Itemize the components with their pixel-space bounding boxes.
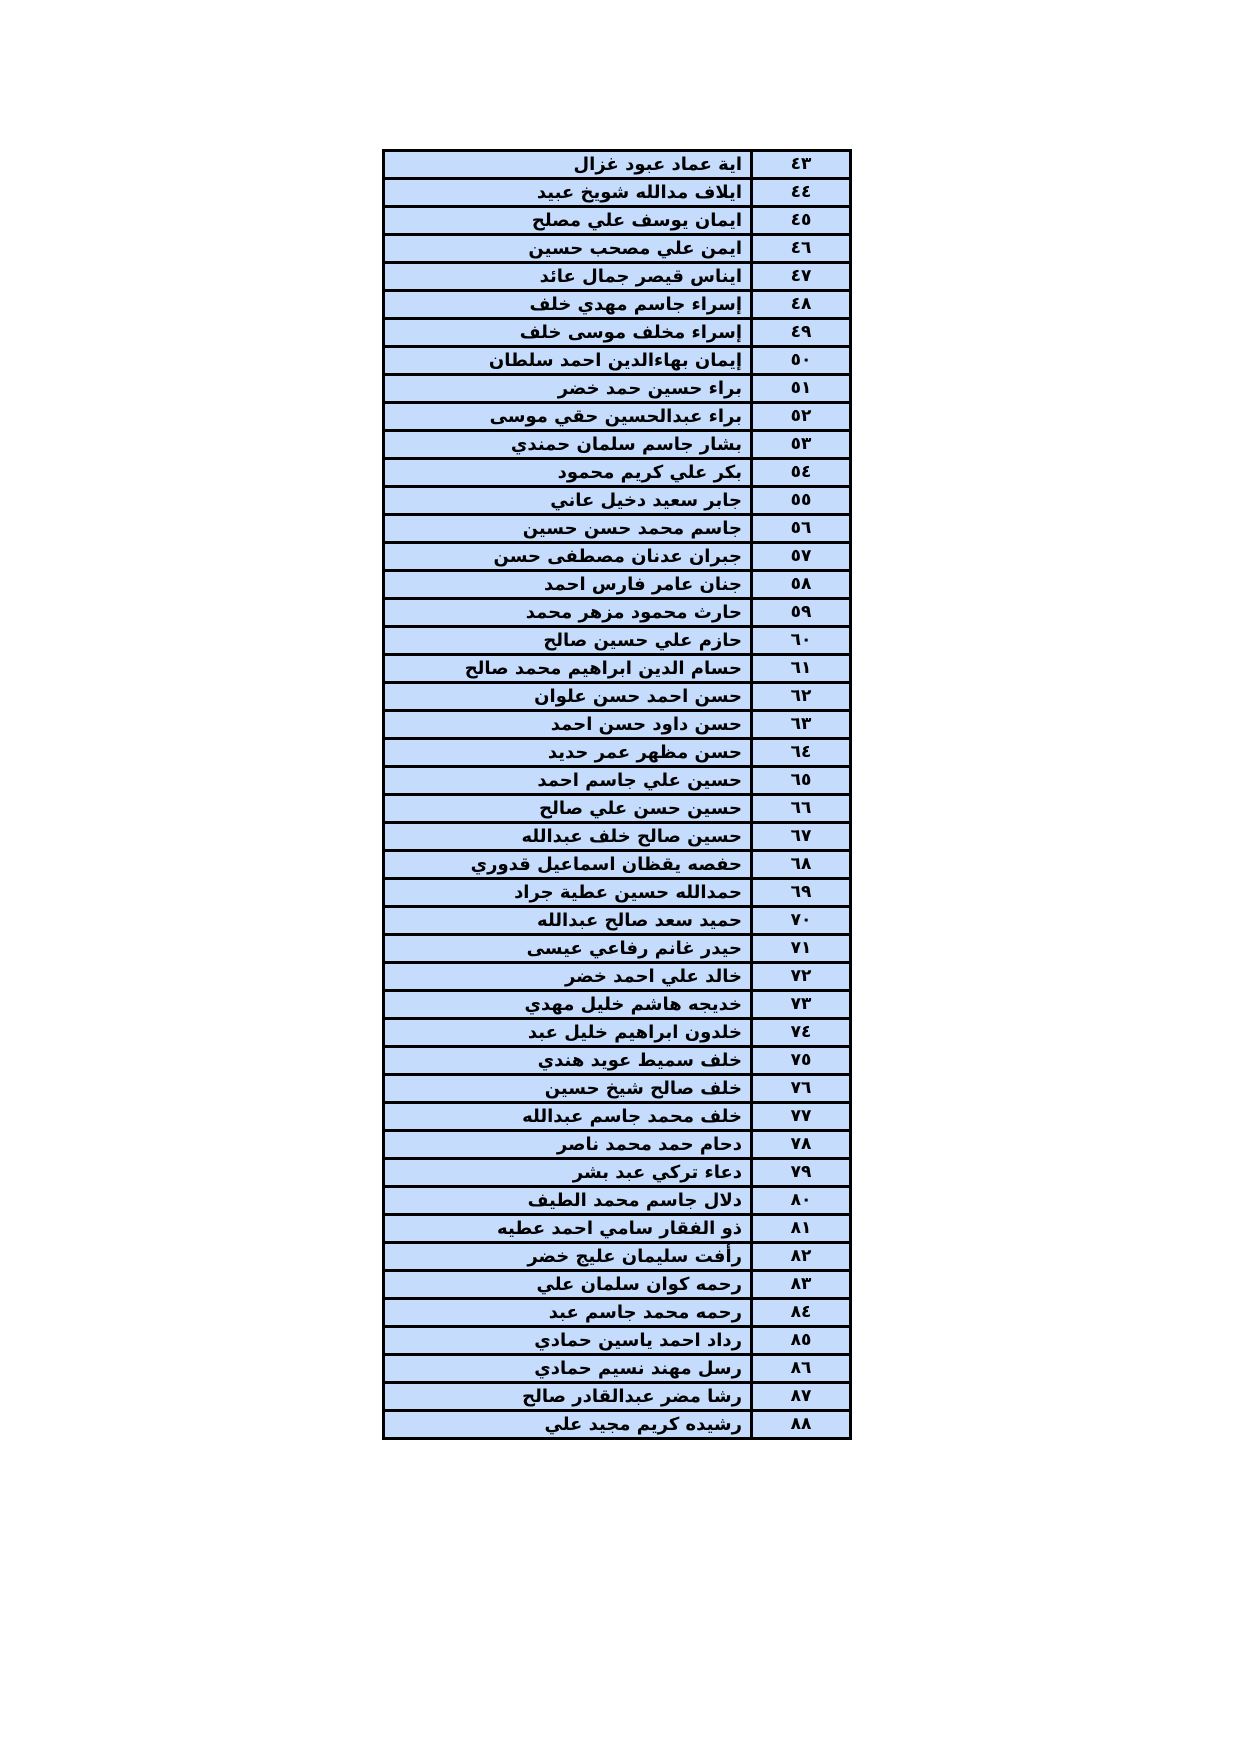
row-name: رحمه محمد جاسم عبد [384, 1299, 752, 1327]
table-row [384, 207, 851, 235]
row-name: حسين صالح خلف عبدالله [384, 823, 752, 851]
table-row [384, 879, 851, 907]
row-name: خالد علي احمد خضر [384, 963, 752, 991]
row-name: خلف محمد جاسم عبدالله [384, 1103, 752, 1131]
row-name: حسين حسن علي صالح [384, 795, 752, 823]
row-name: ذو الفقار سامي احمد عطيه [384, 1215, 752, 1243]
row-number: ٧٤ [752, 1019, 851, 1047]
row-number: ٥٩ [752, 599, 851, 627]
row-number: ٥٨ [752, 571, 851, 599]
row-name: حسن احمد حسن علوان [384, 683, 752, 711]
row-name: خلف صالح شيخ حسين [384, 1075, 752, 1103]
row-name: ايناس قيصر جمال عائد [384, 263, 752, 291]
table-row [384, 487, 851, 515]
row-name: حازم علي حسين صالح [384, 627, 752, 655]
table-row [384, 459, 851, 487]
row-number: ٦٣ [752, 711, 851, 739]
row-name: حفصه يقظان اسماعيل قدوري [384, 851, 752, 879]
row-name: دلال جاسم محمد الطيف [384, 1187, 752, 1215]
table-row [384, 375, 851, 403]
table-row [384, 431, 851, 459]
row-name: اية عماد عبود غزال [384, 151, 752, 179]
table-row [384, 935, 851, 963]
table-row [384, 1327, 851, 1355]
row-name: رسل مهند نسيم حمادي [384, 1355, 752, 1383]
table-row [384, 907, 851, 935]
row-name: حسن داود حسن احمد [384, 711, 752, 739]
table-row [384, 543, 851, 571]
row-number: ٧٨ [752, 1131, 851, 1159]
table-row [384, 235, 851, 263]
table-row [384, 1103, 851, 1131]
row-number: ٤٧ [752, 263, 851, 291]
table-row [384, 711, 851, 739]
row-number: ٧١ [752, 935, 851, 963]
table-row [384, 1243, 851, 1271]
row-name: حسين علي جاسم احمد [384, 767, 752, 795]
row-number: ٥٠ [752, 347, 851, 375]
row-name: براء عبدالحسين حقي موسى [384, 403, 752, 431]
row-name: حارث محمود مزهر محمد [384, 599, 752, 627]
row-name: حمدالله حسين عطية جراد [384, 879, 752, 907]
row-name: إسراء مخلف موسى خلف [384, 319, 752, 347]
row-number: ٥١ [752, 375, 851, 403]
table-row [384, 795, 851, 823]
row-number: ٨٦ [752, 1355, 851, 1383]
table-row [384, 263, 851, 291]
row-number: ٦٩ [752, 879, 851, 907]
table-row [384, 151, 851, 179]
table-row [384, 991, 851, 1019]
row-name: جاسم محمد حسن حسين [384, 515, 752, 543]
row-number: ٨٠ [752, 1187, 851, 1215]
row-name: بشار جاسم سلمان حمندي [384, 431, 752, 459]
table-row [384, 767, 851, 795]
table-row [384, 1383, 851, 1411]
row-name: حميد سعد صالح عبدالله [384, 907, 752, 935]
row-name: رأفت سليمان عليج خضر [384, 1243, 752, 1271]
names-table-body [384, 151, 851, 1439]
row-number: ٨٥ [752, 1327, 851, 1355]
row-name: خلف سميط عويد هندي [384, 1047, 752, 1075]
row-name: خلدون ابراهيم خليل عبد [384, 1019, 752, 1047]
row-name: رشيده كريم مجيد علي [384, 1411, 752, 1439]
row-number: ٨٣ [752, 1271, 851, 1299]
table-row [384, 291, 851, 319]
table-row [384, 599, 851, 627]
names-table [382, 149, 852, 1440]
row-number: ٨٧ [752, 1383, 851, 1411]
table-row [384, 823, 851, 851]
table-row [384, 571, 851, 599]
table-row [384, 1299, 851, 1327]
table-row [384, 655, 851, 683]
table-row [384, 739, 851, 767]
row-number: ٤٦ [752, 235, 851, 263]
row-number: ٦٤ [752, 739, 851, 767]
row-name: دعاء تركي عبد بشر [384, 1159, 752, 1187]
row-name: إسراء جاسم مهدي خلف [384, 291, 752, 319]
table-row [384, 627, 851, 655]
row-number: ٧٦ [752, 1075, 851, 1103]
row-name: ايلاف مدالله شويخ عبيد [384, 179, 752, 207]
table-row [384, 347, 851, 375]
row-name: رشا مضر عبدالقادر صالح [384, 1383, 752, 1411]
table-row [384, 1131, 851, 1159]
table-row [384, 403, 851, 431]
row-number: ٦٠ [752, 627, 851, 655]
row-name: خديجه هاشم خليل مهدي [384, 991, 752, 1019]
row-name: حسن مظهر عمر حديد [384, 739, 752, 767]
row-number: ٧٩ [752, 1159, 851, 1187]
row-name: جابر سعيد دخيل عاني [384, 487, 752, 515]
row-number: ٥٦ [752, 515, 851, 543]
row-number: ٥٤ [752, 459, 851, 487]
row-number: ٨٢ [752, 1243, 851, 1271]
row-number: ٧٣ [752, 991, 851, 1019]
row-number: ٤٤ [752, 179, 851, 207]
row-name: بكر علي كريم محمود [384, 459, 752, 487]
row-number: ٦٦ [752, 795, 851, 823]
row-number: ٥٥ [752, 487, 851, 515]
table-row [384, 1019, 851, 1047]
row-number: ٦٧ [752, 823, 851, 851]
table-row [384, 179, 851, 207]
table-row [384, 1047, 851, 1075]
row-number: ٥٧ [752, 543, 851, 571]
row-name: جنان عامر فارس احمد [384, 571, 752, 599]
row-number: ٦٥ [752, 767, 851, 795]
row-number: ٨٤ [752, 1299, 851, 1327]
row-number: ٤٣ [752, 151, 851, 179]
row-number: ٦٨ [752, 851, 851, 879]
row-name: حسام الدين ابراهيم محمد صالح [384, 655, 752, 683]
table-row [384, 1355, 851, 1383]
row-name: ايمان يوسف علي مصلح [384, 207, 752, 235]
row-number: ٧٧ [752, 1103, 851, 1131]
table-row [384, 319, 851, 347]
row-number: ٨٨ [752, 1411, 851, 1439]
row-name: جبران عدنان مصطفى حسن [384, 543, 752, 571]
row-number: ٨١ [752, 1215, 851, 1243]
row-name: رداد احمد ياسين حمادي [384, 1327, 752, 1355]
row-number: ٧٥ [752, 1047, 851, 1075]
table-row [384, 1075, 851, 1103]
table-row [384, 1411, 851, 1439]
table-row [384, 683, 851, 711]
row-number: ٦١ [752, 655, 851, 683]
row-number: ٤٩ [752, 319, 851, 347]
row-name: إيمان بهاءالدين احمد سلطان [384, 347, 752, 375]
table-row [384, 1215, 851, 1243]
table-row [384, 963, 851, 991]
row-number: ٦٢ [752, 683, 851, 711]
table-row [384, 851, 851, 879]
row-name: براء حسين حمد خضر [384, 375, 752, 403]
row-number: ٥٣ [752, 431, 851, 459]
row-number: ٥٢ [752, 403, 851, 431]
row-name: ايمن علي مصحب حسين [384, 235, 752, 263]
table-row [384, 1187, 851, 1215]
table-row [384, 1271, 851, 1299]
row-number: ٧٢ [752, 963, 851, 991]
row-number: ٤٥ [752, 207, 851, 235]
row-number: ٤٨ [752, 291, 851, 319]
table-row [384, 515, 851, 543]
row-name: حيدر غانم رفاعي عيسى [384, 935, 752, 963]
row-name: دحام حمد محمد ناصر [384, 1131, 752, 1159]
row-name: رحمه كوان سلمان علي [384, 1271, 752, 1299]
row-number: ٧٠ [752, 907, 851, 935]
table-row [384, 1159, 851, 1187]
